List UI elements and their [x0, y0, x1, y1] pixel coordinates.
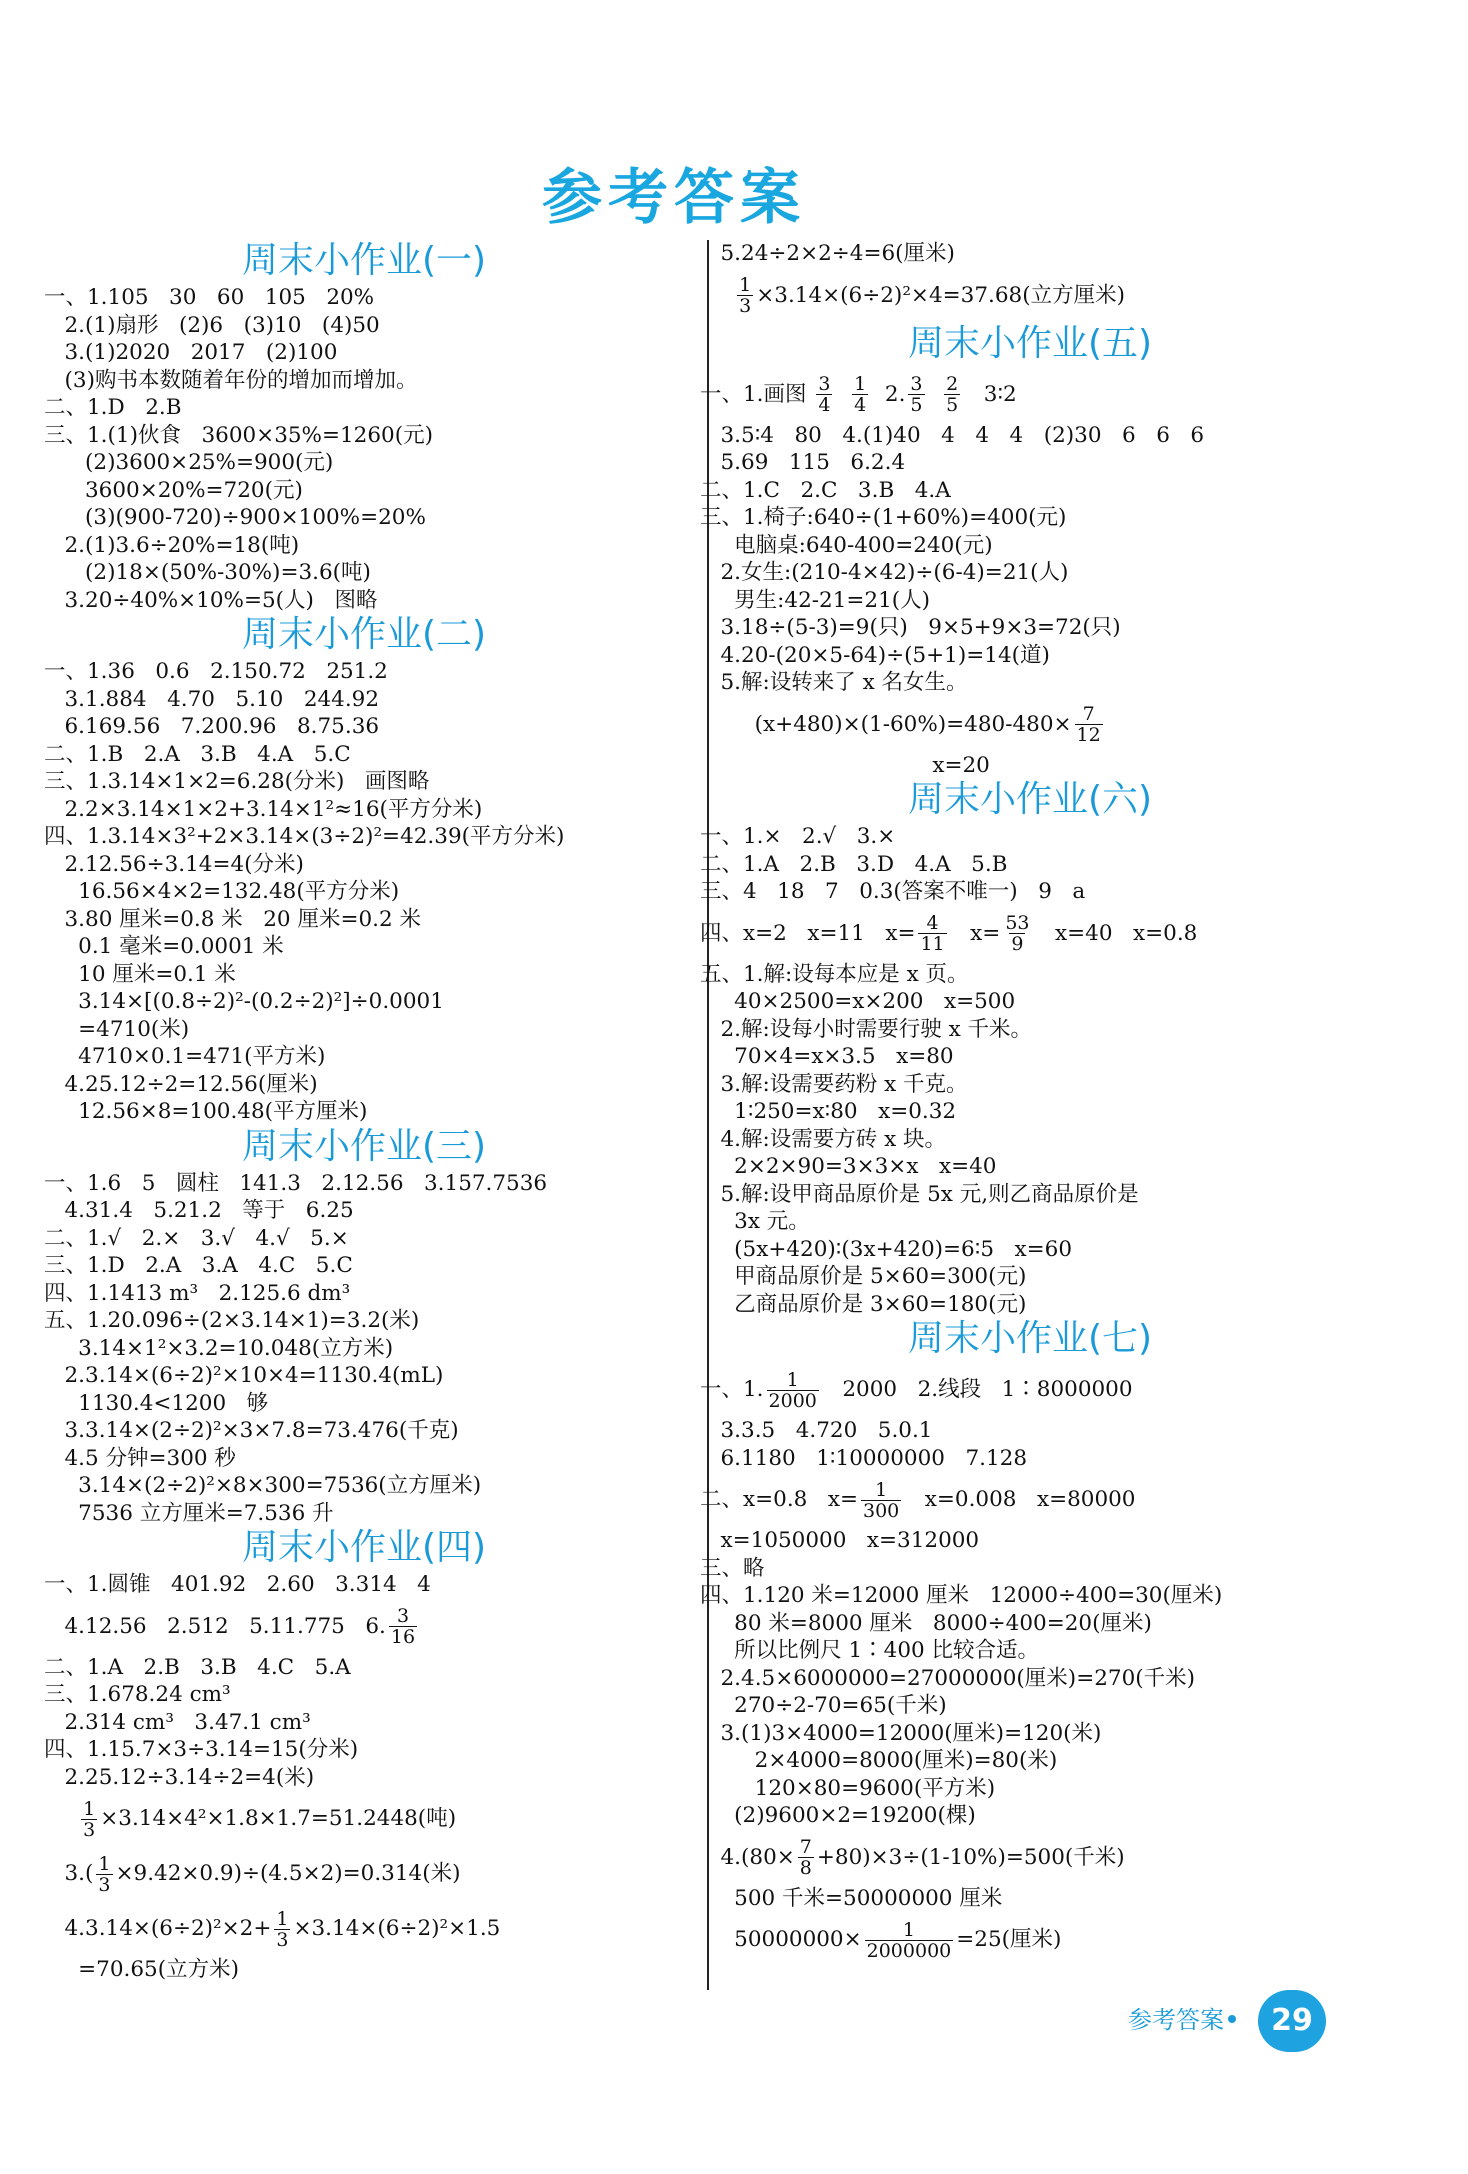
- answer-text: 3.3.14×(2÷2)²×3×7.8=73.476(千克): [44, 1418, 459, 1443]
- answer-text: x=40 x=0.8: [1034, 920, 1198, 946]
- answer-text: 16.56×4×2=132.48(平方分米): [44, 879, 400, 904]
- answer-line: [700, 1472, 1360, 1527]
- answer-line: [700, 1291, 1360, 1319]
- fraction-numerator: 3: [396, 1605, 410, 1627]
- answer-text: 四、1.120 米=12000 厘米 12000÷400=30(厘米): [700, 1583, 1223, 1608]
- fraction-numerator: 1: [276, 1907, 289, 1930]
- answer-text: 二、x=0.8 x=: [700, 1487, 858, 1512]
- answer-text: 80 米=8000 厘米 8000÷400=20(厘米): [700, 1610, 1152, 1636]
- section-heading: 周末小作业(三): [241, 1125, 487, 1167]
- answer-text: 7536 立方厘米=7.536 升: [44, 1500, 334, 1526]
- answer-line: [44, 1472, 684, 1500]
- fraction-numerator: 4: [926, 912, 939, 934]
- answer-text: (2)18×(50%-30%)=3.6(吨): [44, 560, 371, 585]
- fraction: [861, 1480, 901, 1521]
- page-number: 29: [1258, 1990, 1326, 2052]
- answer-line: [44, 532, 684, 560]
- fraction: [852, 374, 868, 415]
- answer-text: x=1050000 x=312000: [700, 1528, 980, 1553]
- answer-text: 二、1.√ 2.× 3.√ 4.√ 5.×: [44, 1225, 349, 1251]
- answer-line: [44, 1764, 684, 1792]
- answer-text: (x+480)×(1-60%)=480-480×: [700, 711, 1072, 737]
- fraction-denominator: 4: [854, 394, 867, 416]
- answer-text: 4.31.4 5.21.2 等于 6.25: [44, 1198, 354, 1223]
- answer-line: [700, 1043, 1360, 1071]
- answer-line: [44, 1500, 684, 1528]
- fraction-denominator: 2000000: [866, 1939, 952, 1962]
- answer-text: 2.: [871, 381, 906, 407]
- answer-line: [44, 422, 684, 450]
- answer-line: [700, 1153, 1360, 1181]
- answer-text: ×3.14×(6÷2)²×1.5: [293, 1916, 501, 1941]
- answer-text: (2)9600×2=19200(棵): [700, 1803, 976, 1828]
- answer-line: [44, 1736, 684, 1764]
- fraction: [81, 1799, 97, 1840]
- answer-text: 3.14×(2÷2)²×8×300=7536(立方厘米): [44, 1473, 482, 1498]
- answer-text: 3.18÷(5-3)=9(只) 9×5+9×3=72(只): [700, 615, 1121, 640]
- answer-line: [44, 1901, 684, 1956]
- answer-text: 3.1.884 4.70 5.10 244.92: [44, 686, 380, 712]
- answer-text: 3.20÷40%×10%=5(人) 图略: [44, 587, 378, 613]
- answer-text: [928, 382, 942, 407]
- answer-text: 10 厘米=0.1 米: [44, 961, 236, 987]
- answer-text: =25(厘米): [956, 1927, 1062, 1952]
- fraction-denominator: 3: [739, 295, 752, 317]
- fraction-denominator: 2000: [768, 1389, 817, 1412]
- answer-text: [44, 1806, 78, 1831]
- answer-line: [44, 312, 684, 340]
- answer-text: 四、1.1413 m³ 2.125.6 dm³: [44, 1280, 351, 1306]
- fraction: [1003, 913, 1031, 954]
- fraction-denominator: 8: [799, 1857, 812, 1879]
- answer-text: 5.69 115 6.2.4: [700, 450, 906, 475]
- answer-line: [44, 1417, 684, 1445]
- answer-text: 2×2×90=3×3×x x=40: [700, 1154, 997, 1179]
- answer-line: [44, 1571, 684, 1599]
- answer-text: 3.3.5 4.720 5.0.1: [700, 1418, 933, 1443]
- answer-text: +80)×3÷(1-10%)=500(千米): [816, 1844, 1125, 1870]
- fraction-denominator: 11: [920, 933, 945, 955]
- answer-text: 3600×20%=720(元): [44, 477, 303, 503]
- answer-line: [700, 988, 1360, 1016]
- page-title: 参考答案: [542, 163, 806, 233]
- answer-line: [44, 1846, 684, 1901]
- answer-line: [700, 669, 1360, 697]
- answer-line: [700, 587, 1360, 615]
- answer-text: 1∶250=x∶80 x=0.32: [700, 1099, 957, 1124]
- answer-text: 三、4 18 7 0.3(答案不唯一) 9 a: [700, 879, 1086, 904]
- answer-line: [700, 1912, 1360, 1967]
- answer-line: [700, 1555, 1360, 1583]
- answer-line: [700, 1071, 1360, 1099]
- answer-line: [44, 1098, 684, 1126]
- answer-line: [700, 1775, 1360, 1803]
- fraction: [908, 374, 924, 415]
- answer-line: [44, 339, 684, 367]
- answer-line: [700, 1830, 1360, 1885]
- fraction: [865, 1920, 954, 1961]
- answer-line: [44, 587, 684, 615]
- answer-line: [700, 1582, 1360, 1610]
- fraction-numerator: 7: [1082, 703, 1095, 725]
- left-column: [44, 240, 684, 1984]
- answer-text: 3.14×[(0.8÷2)²-(0.2÷2)²]÷0.0001: [44, 989, 444, 1014]
- answer-text: 四、1.15.7×3÷3.14=15(分米): [44, 1737, 359, 1762]
- answer-text: 12.56×8=100.48(平方厘米): [44, 1099, 368, 1124]
- answer-line: [700, 1445, 1360, 1473]
- answer-line: [44, 988, 684, 1016]
- answer-text: 4.解:设需要方砖 x 块。: [700, 1126, 947, 1152]
- right-column: [700, 240, 1360, 1967]
- fraction: [1075, 704, 1103, 745]
- fraction-denominator: 4: [818, 394, 831, 416]
- answer-line: [700, 697, 1360, 752]
- answer-line: [700, 268, 1360, 323]
- answer-line: [700, 1417, 1360, 1445]
- answer-text: 一、1.6 5 圆柱 141.3 2.12.56 3.157.7536: [44, 1170, 548, 1196]
- answer-line: [700, 823, 1360, 851]
- answer-line: [700, 1885, 1360, 1913]
- answer-line: [44, 1390, 684, 1418]
- answer-text: 四、1.3.14×3²+2×3.14×(3÷2)²=42.39(平方分米): [44, 824, 565, 849]
- answer-line: [44, 1071, 684, 1099]
- answer-text: 一、1.画图: [700, 381, 814, 407]
- answer-text: 二、1.A 2.B 3.D 4.A 5.B: [700, 851, 1008, 877]
- answer-line: [700, 1692, 1360, 1720]
- fraction-numerator: 2: [946, 373, 959, 395]
- fraction-denominator: 9: [1011, 933, 1024, 955]
- answer-text: (5x+420)∶(3x+420)=6∶5 x=60: [700, 1236, 1072, 1262]
- answer-line: [44, 768, 684, 796]
- answer-text: 40×2500=x×200 x=500: [700, 989, 1016, 1014]
- answer-text: ×9.42×0.9)÷(4.5×2)=0.314(米): [115, 1861, 461, 1886]
- fraction: [767, 1370, 819, 1411]
- answer-line: [700, 367, 1360, 422]
- answer-line: [44, 1280, 684, 1308]
- answer-text: 三、1.678.24 cm³: [44, 1682, 231, 1707]
- answer-line: [700, 1126, 1360, 1154]
- answer-line: [44, 878, 684, 906]
- answer-text: 2.314 cm³ 3.47.1 cm³: [44, 1709, 311, 1735]
- answer-text: [700, 283, 734, 308]
- answer-line: [700, 504, 1360, 532]
- answer-line: [44, 1654, 684, 1682]
- answer-line: [700, 614, 1360, 642]
- answer-line: [700, 1747, 1360, 1775]
- answer-text: 乙商品原价是 3×60=180(元): [700, 1291, 1027, 1317]
- answer-text: 4710×0.1=471(平方米): [44, 1044, 326, 1069]
- answer-line: [44, 1307, 684, 1335]
- fraction-numerator: 1: [854, 373, 867, 395]
- fraction-numerator: 3: [910, 373, 923, 395]
- answer-line: [44, 933, 684, 961]
- answer-line: [700, 961, 1360, 989]
- answer-text: 2.25.12÷3.14÷2=4(米): [44, 1764, 315, 1790]
- answer-line: [700, 878, 1360, 906]
- answer-line: [700, 1665, 1360, 1693]
- fraction-numerator: 3: [818, 373, 831, 395]
- answer-line: [44, 713, 684, 741]
- answer-text: 三、1.椅子:640÷(1+60%)=400(元): [700, 505, 1067, 530]
- answer-text: 五、1.解:设每本应是 x 页。: [700, 961, 969, 987]
- answer-text: 2000 2.线段 1∶8000000: [821, 1377, 1133, 1402]
- fraction: [737, 275, 753, 316]
- answer-line: [44, 961, 684, 989]
- answer-line: [700, 906, 1360, 961]
- answer-text: 3.(1)3×4000=12000(厘米)=120(米): [700, 1720, 1102, 1746]
- answer-text: 2.(1)扇形 (2)6 (3)10 (4)50: [44, 312, 380, 338]
- answer-text: 2.3.14×(6÷2)²×10×4=1130.4(mL): [44, 1363, 444, 1388]
- answer-line: [44, 1170, 684, 1198]
- answer-line: [44, 686, 684, 714]
- answer-text: 2.(1)3.6÷20%=18(吨): [44, 532, 300, 558]
- answer-line: [44, 1791, 684, 1846]
- answer-line: [700, 851, 1360, 879]
- answer-text: 2.女生:(210-4×42)÷(6-4)=21(人): [700, 560, 1069, 585]
- answer-text: 一、1.圆锥 401.92 2.60 3.314 4: [44, 1572, 431, 1597]
- answer-text: 3.5∶4 80 4.(1)40 4 4 4 (2)30 6 6 6: [700, 422, 1205, 448]
- answer-line: [700, 1181, 1360, 1209]
- fraction-numerator: 1: [902, 1918, 915, 1941]
- fraction-numerator: 1: [98, 1852, 111, 1875]
- fraction: [816, 374, 832, 415]
- answer-text: x=: [949, 920, 1001, 946]
- fraction-numerator: 1: [786, 1368, 799, 1391]
- answer-text: 3.80 厘米=0.8 米 20 厘米=0.2 米: [44, 906, 421, 932]
- answer-line: [44, 449, 684, 477]
- answer-line: [700, 752, 1360, 780]
- answer-line: [44, 477, 684, 505]
- answer-text: 二、1.C 2.C 3.B 4.A: [700, 477, 951, 503]
- answer-text: 4.20-(20×5-64)÷(5+1)=14(道): [700, 642, 1050, 668]
- answer-text: 一、1.36 0.6 2.150.72 251.2: [44, 659, 388, 684]
- answer-text: 50000000×: [700, 1927, 862, 1952]
- answer-line: [700, 532, 1360, 560]
- answer-line: [44, 1709, 684, 1737]
- answer-text: 二、1.B 2.A 3.B 4.A 5.C: [44, 741, 351, 767]
- answer-text: 1130.4<1200 够: [44, 1390, 269, 1416]
- answer-text: 2.4.5×6000000=27000000(厘米)=270(千米): [700, 1665, 1196, 1691]
- answer-text: 270÷2-70=65(千米): [700, 1693, 947, 1718]
- answer-text: 6.1180 1∶10000000 7.128: [700, 1445, 1027, 1471]
- answer-text: ×3.14×4²×1.8×1.7=51.2448(吨): [100, 1806, 457, 1831]
- answer-line: [44, 1445, 684, 1473]
- answer-line: [44, 504, 684, 532]
- answer-line: [700, 1637, 1360, 1665]
- answer-line: [44, 1362, 684, 1390]
- answer-line: [44, 1956, 684, 1984]
- answer-text: 三、1.3.14×1×2=6.28(分米) 画图略: [44, 769, 430, 794]
- answer-line: [700, 1098, 1360, 1126]
- answer-text: (2)3600×25%=900(元): [44, 450, 334, 475]
- fraction-numerator: 1: [83, 1797, 96, 1820]
- answer-line: [700, 1263, 1360, 1291]
- answer-text: 2×4000=8000(厘米)=80(米): [700, 1748, 1058, 1773]
- answer-text: 120×80=9600(平方米): [700, 1775, 996, 1801]
- fraction: [798, 1837, 814, 1878]
- answer-text: 500 千米=50000000 厘米: [700, 1885, 1003, 1911]
- answer-line: [700, 477, 1360, 505]
- answer-line: [700, 1802, 1360, 1830]
- fraction: [274, 1909, 290, 1950]
- answer-line: [44, 851, 684, 879]
- section-heading: 周末小作业(五): [907, 322, 1153, 364]
- footer-text: 参考答案: [1128, 2006, 1224, 2034]
- answer-text: 三、1.(1)伙食 3600×35%=1260(元): [44, 422, 433, 448]
- answer-line: [700, 240, 1360, 268]
- answer-text: 4.3.14×(6÷2)²×2+: [44, 1916, 272, 1941]
- answer-line: [44, 1225, 684, 1253]
- fraction-denominator: 3: [83, 1818, 96, 1841]
- footer-dot: [1228, 2015, 1236, 2023]
- fraction-denominator: 300: [862, 1499, 900, 1522]
- fraction-numerator: 7: [799, 1836, 812, 1858]
- answer-text: (3)购书本数随着年份的增加而增加。: [44, 367, 418, 393]
- answer-text: 5.解:设甲商品原价是 5x 元,则乙商品原价是: [700, 1181, 1139, 1207]
- answer-text: 3.14×1²×3.2=10.048(立方米): [44, 1335, 394, 1361]
- answer-line: [700, 642, 1360, 670]
- section-heading: 周末小作业(四): [241, 1527, 487, 1568]
- answer-text: 电脑桌:640-400=240(元): [700, 532, 993, 558]
- answer-text: 4.25.12÷2=12.56(厘米): [44, 1071, 318, 1097]
- answer-line: [44, 796, 684, 824]
- answer-text: [835, 382, 849, 407]
- answer-text: x=20: [700, 752, 990, 778]
- answer-line: [700, 1208, 1360, 1236]
- answer-line: [700, 1610, 1360, 1638]
- answer-line: [44, 823, 684, 851]
- answer-line: [44, 284, 684, 312]
- answer-line: [700, 1720, 1360, 1748]
- answer-text: 3.(1)2020 2017 (2)100: [44, 340, 338, 365]
- fraction: [389, 1606, 417, 1647]
- fraction: [944, 374, 960, 415]
- answer-line: [700, 1236, 1360, 1264]
- answer-line: [44, 1681, 684, 1709]
- answer-text: 3x 元。: [700, 1209, 810, 1234]
- answer-text: 3.(: [44, 1861, 94, 1886]
- fraction-denominator: 3: [98, 1873, 111, 1896]
- answer-text: 五、1.20.096÷(2×3.14×1)=3.2(米): [44, 1308, 420, 1333]
- answer-text: 二、1.A 2.B 3.B 4.C 5.A: [44, 1654, 351, 1680]
- answer-text: 4.12.56 2.512 5.11.775 6.: [44, 1613, 386, 1639]
- answer-text: 5.解:设转来了 x 名女生。: [700, 670, 968, 695]
- answer-text: x=0.008 x=80000: [904, 1487, 1136, 1512]
- answer-line: [44, 1335, 684, 1363]
- answer-text: =70.65(立方米): [44, 1957, 240, 1982]
- answer-text: 3.解:设需要药粉 x 千克。: [700, 1071, 968, 1097]
- answer-line: [44, 367, 684, 395]
- fraction-denominator: 16: [390, 1626, 416, 1648]
- fraction-denominator: 5: [946, 394, 959, 416]
- answer-line: [700, 1016, 1360, 1044]
- answer-line: [44, 1043, 684, 1071]
- answer-text: 三、略: [700, 1555, 765, 1581]
- answer-line: [700, 559, 1360, 587]
- section-heading: 周末小作业(六): [907, 779, 1153, 820]
- fraction-denominator: 5: [910, 394, 923, 416]
- answer-line: [44, 906, 684, 934]
- answer-line: [700, 422, 1360, 450]
- fraction: [96, 1854, 112, 1895]
- answer-text: ×3.14×(6÷2)²×4=37.68(立方厘米): [756, 282, 1125, 308]
- answer-text: 2.2×3.14×1×2+3.14×1²≈16(平方分米): [44, 796, 483, 822]
- answer-text: 6.169.56 7.200.96 8.75.36: [44, 714, 380, 739]
- section-heading: 周末小作业(二): [241, 614, 487, 655]
- answer-line: [44, 394, 684, 422]
- answer-text: 男生:42-21=21(人): [700, 587, 931, 613]
- answer-text: 三、1.D 2.A 3.A 4.C 5.C: [44, 1253, 353, 1278]
- answer-line: [44, 741, 684, 769]
- answer-text: 二、1.D 2.B: [44, 395, 182, 420]
- fraction-denominator: 3: [276, 1928, 289, 1951]
- answer-text: 一、1.105 30 60 105 20%: [44, 285, 375, 310]
- answer-text: 四、x=2 x=11 x=: [700, 920, 916, 946]
- answer-text: 一、1.: [700, 1377, 764, 1402]
- answer-text: 4.5 分钟=300 秒: [44, 1445, 236, 1471]
- fraction-denominator: 12: [1076, 724, 1101, 746]
- answer-text: 70×4=x×3.5 x=80: [700, 1044, 954, 1069]
- answer-line: [44, 1016, 684, 1044]
- answer-text: (3)(900-720)÷900×100%=20%: [44, 505, 426, 530]
- answer-line: [44, 559, 684, 587]
- answer-text: 所以比例尺 1∶400 比较合适。: [700, 1638, 1040, 1663]
- answer-line: [44, 658, 684, 686]
- answer-text: =4710(米): [44, 1016, 190, 1042]
- answer-line: [44, 1197, 684, 1225]
- answer-text: 3∶2: [963, 381, 1017, 407]
- answer-text: 2.12.56÷3.14=4(分米): [44, 851, 304, 877]
- answer-text: 一、1.× 2.√ 3.×: [700, 824, 896, 849]
- answer-text: 2.解:设每小时需要行驶 x 千米。: [700, 1016, 1033, 1042]
- answer-line: [700, 1362, 1360, 1417]
- footer-label: [1128, 2000, 1244, 2040]
- answer-line: [44, 1252, 684, 1280]
- answer-text: 0.1 毫米=0.0001 米: [44, 934, 284, 959]
- answer-line: [700, 1527, 1360, 1555]
- fraction-numerator: 1: [739, 274, 752, 296]
- section-heading: 周末小作业(七): [907, 1318, 1153, 1359]
- fraction: [918, 913, 946, 954]
- fraction-numerator: 1: [875, 1478, 888, 1501]
- answer-line: [700, 449, 1360, 477]
- section-heading: 周末小作业(一): [241, 240, 487, 281]
- answer-text: 甲商品原价是 5×60=300(元): [700, 1264, 1027, 1289]
- answer-text: 5.24÷2×2÷4=6(厘米): [700, 241, 955, 266]
- answer-line: [44, 1599, 684, 1654]
- fraction-numerator: 53: [1005, 912, 1030, 934]
- answer-text: 4.(80×: [700, 1844, 795, 1870]
